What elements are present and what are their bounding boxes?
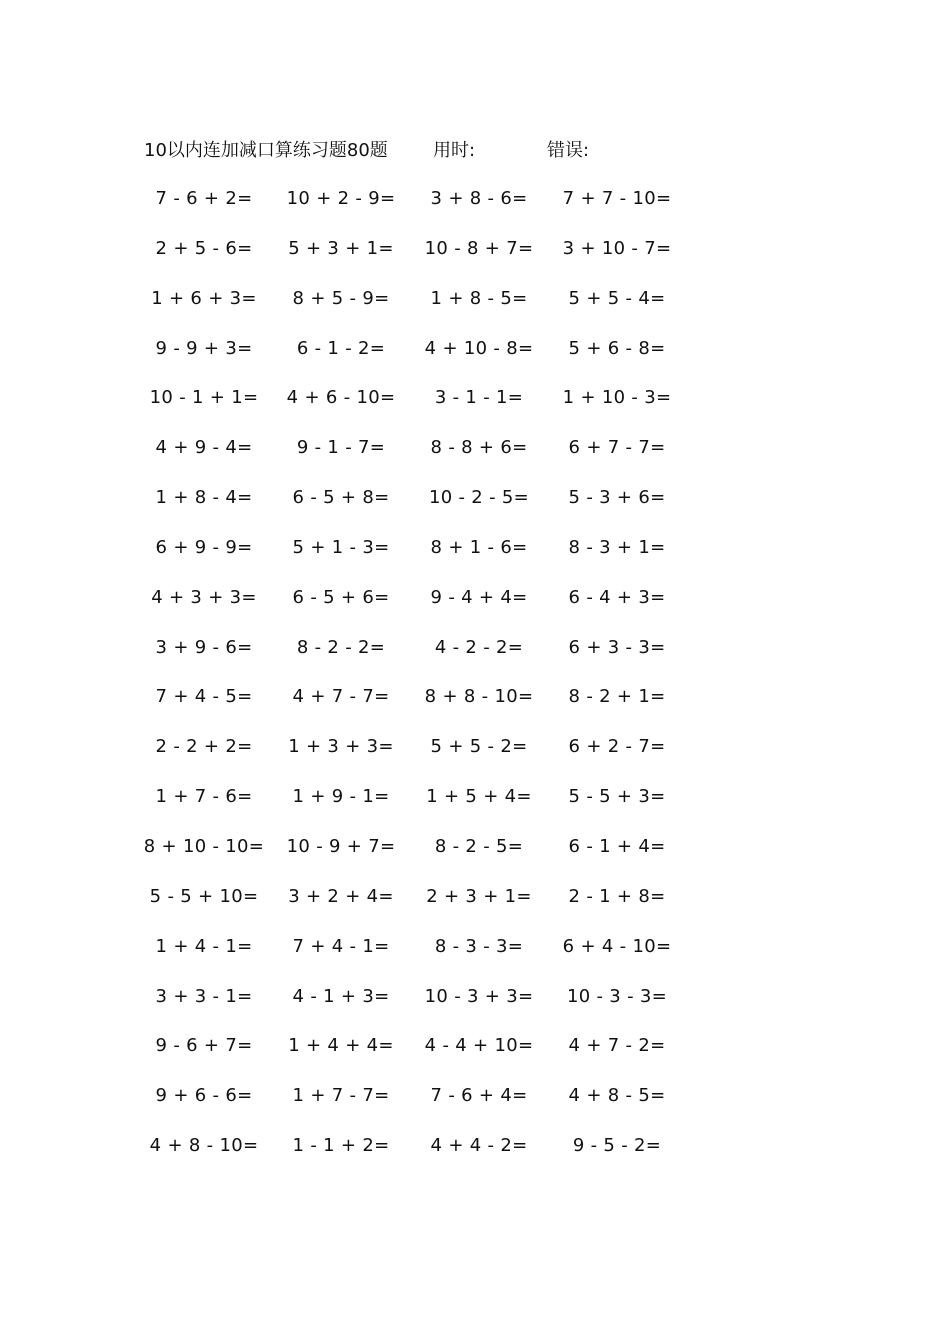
arithmetic-problem: 4 + 8 - 10= [149, 1135, 259, 1157]
arithmetic-problem: 6 + 2 - 7= [568, 736, 666, 758]
arithmetic-problem: 1 + 8 - 4= [155, 487, 253, 509]
arithmetic-problem: 1 + 3 + 3= [288, 736, 394, 758]
arithmetic-problem: 8 - 2 - 2= [296, 636, 386, 658]
problem-row [0, 1033, 950, 1083]
problem-row [0, 984, 950, 1034]
arithmetic-problem: 7 + 4 - 1= [292, 935, 390, 957]
arithmetic-problem: 8 - 3 - 3= [434, 935, 524, 957]
arithmetic-problem: 6 + 3 - 3= [568, 636, 666, 658]
problem-row [0, 286, 950, 336]
arithmetic-problem: 5 + 6 - 8= [568, 337, 666, 359]
problem-row [0, 1083, 950, 1133]
arithmetic-problem: 4 + 7 - 2= [568, 1035, 666, 1057]
arithmetic-problem: 7 + 4 - 5= [155, 686, 253, 708]
arithmetic-problem: 3 + 8 - 6= [430, 188, 528, 209]
arithmetic-problem: 5 - 3 + 6= [568, 487, 666, 509]
arithmetic-problem: 1 + 10 - 3= [562, 387, 672, 409]
arithmetic-problem: 10 - 3 + 3= [424, 985, 534, 1007]
problem-row [0, 336, 950, 386]
arithmetic-problem: 6 - 5 + 8= [292, 487, 390, 509]
arithmetic-problem: 1 + 5 + 4= [426, 786, 532, 808]
problem-row [0, 236, 950, 286]
arithmetic-problem: 5 + 3 + 1= [288, 237, 394, 259]
arithmetic-problem: 1 + 4 + 4= [288, 1035, 394, 1057]
problem-row [0, 635, 950, 685]
arithmetic-problem: 9 + 6 - 6= [155, 1085, 253, 1107]
worksheet-header [0, 138, 950, 164]
problem-row [0, 435, 950, 485]
problem-row [0, 1133, 950, 1183]
problem-row [0, 535, 950, 585]
arithmetic-problem: 1 + 9 - 1= [292, 786, 390, 808]
arithmetic-problem: 8 + 8 - 10= [424, 686, 534, 708]
time-label: 用时: [433, 140, 476, 161]
arithmetic-problem: 9 - 1 - 7= [296, 437, 386, 459]
arithmetic-problem: 4 - 2 - 2= [434, 636, 524, 658]
arithmetic-problem: 6 - 4 + 3= [568, 586, 666, 608]
arithmetic-problem: 3 + 9 - 6= [155, 636, 253, 658]
arithmetic-problem: 7 - 6 + 4= [430, 1085, 528, 1107]
arithmetic-problem: 6 + 9 - 9= [155, 536, 253, 558]
problem-row [0, 734, 950, 784]
arithmetic-problem: 6 + 4 - 10= [562, 935, 672, 957]
arithmetic-problem: 10 - 9 + 7= [286, 835, 396, 857]
arithmetic-problem: 4 + 9 - 4= [155, 437, 253, 459]
arithmetic-problem: 4 + 8 - 5= [568, 1085, 666, 1107]
arithmetic-problem: 9 - 5 - 2= [572, 1135, 662, 1157]
problem-row [0, 585, 950, 635]
arithmetic-problem: 8 + 5 - 9= [292, 287, 390, 309]
arithmetic-problem: 8 + 1 - 6= [430, 536, 528, 558]
arithmetic-problem: 2 - 2 + 2= [155, 736, 253, 758]
arithmetic-problem: 6 - 1 - 2= [296, 337, 386, 359]
arithmetic-problem: 3 - 1 - 1= [434, 387, 524, 409]
arithmetic-problem: 2 + 5 - 6= [155, 237, 253, 259]
problem-row [0, 684, 950, 734]
problem-row [0, 884, 950, 934]
arithmetic-problem: 5 - 5 + 3= [568, 786, 666, 808]
arithmetic-problem: 9 - 6 + 7= [155, 1035, 253, 1057]
arithmetic-problem: 4 - 1 + 3= [292, 985, 390, 1007]
arithmetic-problem: 2 - 1 + 8= [568, 885, 666, 907]
arithmetic-problem: 4 + 10 - 8= [424, 337, 534, 359]
arithmetic-problem: 1 - 1 + 2= [292, 1135, 390, 1157]
arithmetic-problem: 3 + 3 - 1= [155, 985, 253, 1007]
problem-grid [0, 186, 950, 1183]
arithmetic-problem: 10 + 2 - 9= [286, 188, 396, 209]
arithmetic-problem: 5 + 1 - 3= [292, 536, 390, 558]
arithmetic-problem: 7 - 6 + 2= [155, 188, 253, 209]
arithmetic-problem: 8 - 2 + 1= [568, 686, 666, 708]
arithmetic-problem: 5 - 5 + 10= [149, 885, 259, 907]
arithmetic-problem: 2 + 3 + 1= [426, 885, 532, 907]
arithmetic-problem: 1 + 8 - 5= [430, 287, 528, 309]
arithmetic-problem: 8 - 3 + 1= [568, 536, 666, 558]
arithmetic-problem: 6 + 7 - 7= [568, 437, 666, 459]
arithmetic-problem: 10 - 8 + 7= [424, 237, 534, 259]
arithmetic-problem: 6 - 5 + 6= [292, 586, 390, 608]
arithmetic-problem: 8 + 10 - 10= [143, 835, 265, 857]
arithmetic-problem: 9 - 4 + 4= [430, 586, 528, 608]
arithmetic-problem: 4 + 4 - 2= [430, 1135, 528, 1157]
arithmetic-problem: 6 - 1 + 4= [568, 835, 666, 857]
worksheet-title: 10以内连加减口算练习题80题 [144, 140, 388, 161]
problem-row [0, 385, 950, 435]
arithmetic-problem: 10 - 3 - 3= [566, 985, 668, 1007]
arithmetic-problem: 3 + 2 + 4= [288, 885, 394, 907]
problem-row [0, 834, 950, 884]
errors-label: 错误: [547, 140, 590, 161]
problem-row [0, 784, 950, 834]
arithmetic-problem: 5 + 5 - 4= [568, 287, 666, 309]
arithmetic-problem: 1 + 4 - 1= [155, 935, 253, 957]
arithmetic-problem: 4 + 3 + 3= [151, 586, 257, 608]
arithmetic-problem: 7 + 7 - 10= [562, 188, 672, 209]
arithmetic-problem: 3 + 10 - 7= [562, 237, 672, 259]
arithmetic-problem: 4 + 6 - 10= [286, 387, 396, 409]
arithmetic-problem: 10 - 1 + 1= [149, 387, 259, 409]
arithmetic-problem: 4 - 4 + 10= [424, 1035, 534, 1057]
arithmetic-problem: 10 - 2 - 5= [428, 487, 530, 509]
problem-row [0, 186, 950, 236]
arithmetic-problem: 4 + 7 - 7= [292, 686, 390, 708]
arithmetic-problem: 9 - 9 + 3= [155, 337, 253, 359]
arithmetic-problem: 5 + 5 - 2= [430, 736, 528, 758]
arithmetic-problem: 8 - 2 - 5= [434, 835, 524, 857]
problem-row [0, 485, 950, 535]
arithmetic-problem: 1 + 7 - 6= [155, 786, 253, 808]
arithmetic-problem: 1 + 7 - 7= [292, 1085, 390, 1107]
arithmetic-problem: 8 - 8 + 6= [430, 437, 528, 459]
problem-row [0, 934, 950, 984]
arithmetic-problem: 1 + 6 + 3= [151, 287, 257, 309]
